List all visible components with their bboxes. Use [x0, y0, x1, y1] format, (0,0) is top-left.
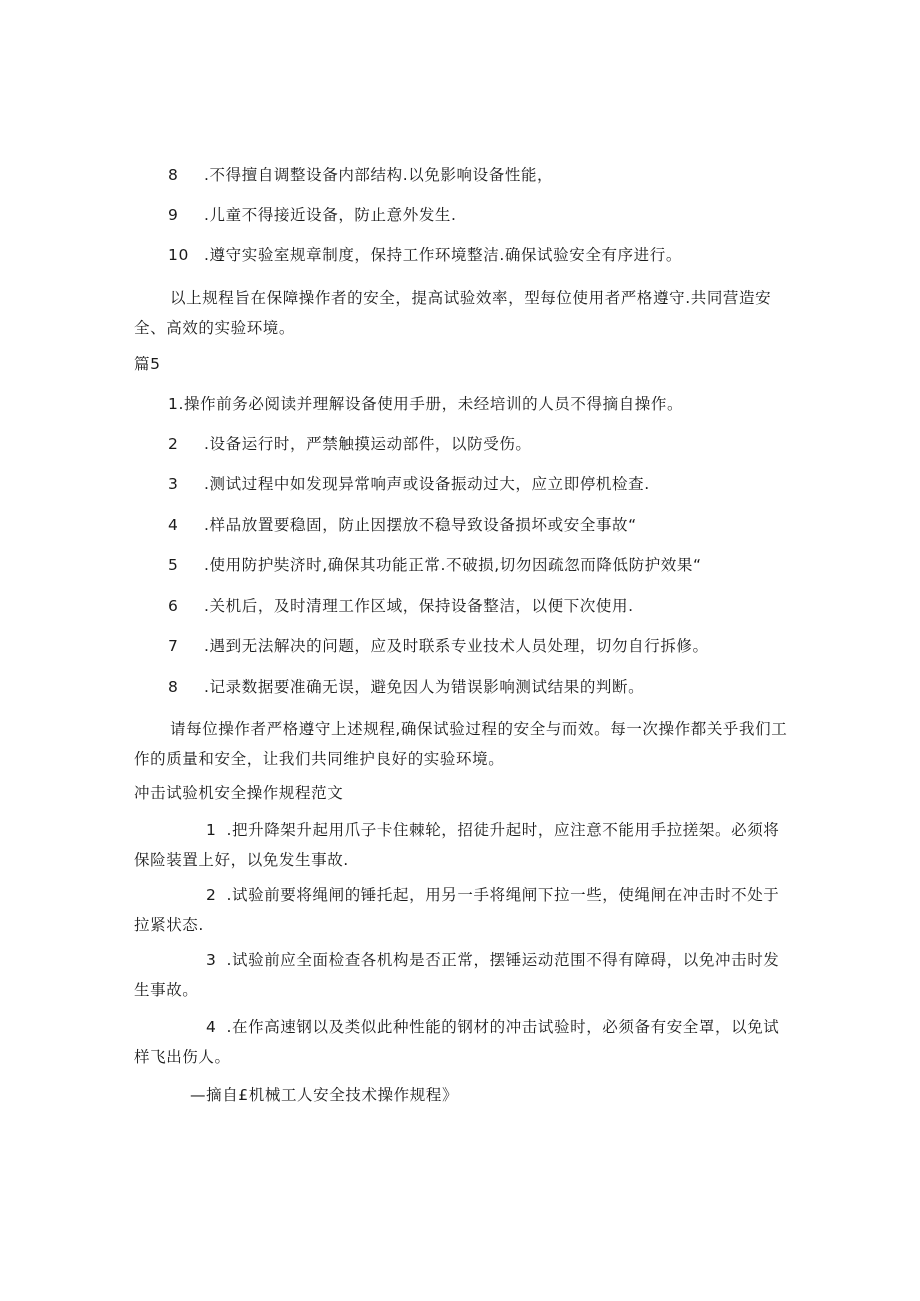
item-text: .使用防护奘济时,确保其功能正常.不破损,切勿因疏忽而降低防护效果“ [204, 556, 702, 574]
item-text: .把升降架升起用爪子卡住棘轮，招徒升起时，应注意不能用手拉搓架。必须将保险装置上好，以免发生事故. [134, 821, 780, 869]
list-c-item-1 [134, 815, 794, 875]
list-c-item-2 [134, 880, 794, 940]
list-b-item-8 [168, 676, 644, 698]
list-b-item-1: 1.操作前务必阅读并理解设备使用手册，未经培训的人员不得摘自操作。 [168, 395, 684, 413]
item-text: .试验前要将绳闸的锤托起，用另一手将绳闸下拉一些，使绳闸在冲击时不处于拉紧状态. [134, 886, 780, 934]
item-number: 4 [206, 1018, 217, 1036]
item-number: 6 [168, 597, 179, 615]
impact-section-title: 冲击试验机安全操作规程范文 [134, 784, 344, 802]
list-a-item-8 [168, 164, 553, 186]
item-number: 5 [168, 556, 179, 574]
item-text: .遵守实验室规章制度，保持工作环境整洁.确保试验安全有序进行。 [204, 246, 682, 264]
item-number: 3 [168, 475, 179, 493]
list-b-item-3 [168, 473, 650, 495]
item-number: 3 [206, 951, 217, 969]
item-text: .不得擅自调整设备内部结构.以免影响设备性能， [204, 166, 554, 184]
item-text: .试验前应全面检查各机构是否正常，摆锤运动范围不得有障碍，以免冲击时发生事故。 [134, 951, 780, 999]
section-5-heading: 篇5 [134, 355, 161, 373]
item-number: 2 [206, 886, 217, 904]
list-b-item-2 [168, 433, 532, 455]
summary-paragraph-a: 以上规程旨在保障操作者的安全，提高试验效率，型每位使用者严格遵守.共同营造安全、高效的实验环境。 [134, 289, 772, 337]
list-a-item-9 [168, 204, 457, 226]
list-b-item-7 [168, 635, 709, 657]
item-text: .记录数据要准确无误，避免因人为错误影响测试结果的判断。 [204, 678, 645, 696]
item-text: .关机后，及时清理工作区域，保持设备整洁，以便下次使用. [204, 597, 634, 615]
item-number: 7 [168, 637, 179, 655]
source-note: —摘自£机械工人安全技术操作规程》 [190, 1086, 459, 1104]
item-text: .设备运行时，严禁触摸运动部件，以防受伤。 [204, 435, 532, 453]
item-number: 1 [206, 821, 217, 839]
summary-paragraph-b: 请每位操作者严格遵守上述规程,确保试验过程的安全与而效。每一次操作都关乎我们工作的质量和安全，让我们共同维护良好的实验环境。 [134, 720, 788, 768]
item-number: 8 [168, 678, 179, 696]
item-number: 9 [168, 206, 179, 224]
item-text: .遇到无法解决的问题，应及时联系专业技术人员处理，切勿自行拆修。 [204, 637, 709, 655]
list-c-item-3 [134, 945, 794, 1005]
list-b-item-6 [168, 595, 634, 617]
item-number: 2 [168, 435, 179, 453]
list-b-item-4 [168, 514, 637, 536]
item-number: 10 [168, 246, 189, 264]
item-text: .样品放置要稳固，防止因摆放不稳导致设备损坏或安全事故“ [204, 516, 637, 534]
list-c-item-4 [134, 1012, 794, 1072]
list-b-item-5 [168, 554, 702, 576]
item-number: 4 [168, 516, 179, 534]
item-text: .在作高速钢以及类似此种性能的钢材的冲击试验时，必须备有安全罩，以免试样飞出伤人。 [134, 1018, 780, 1066]
item-text: .儿童不得接近设备，防止意外发生. [204, 206, 457, 224]
item-number: 8 [168, 166, 179, 184]
item-text: .测试过程中如发现异常响声或设备振动过大，应立即停机检查. [204, 475, 650, 493]
list-a-item-10 [168, 244, 682, 266]
